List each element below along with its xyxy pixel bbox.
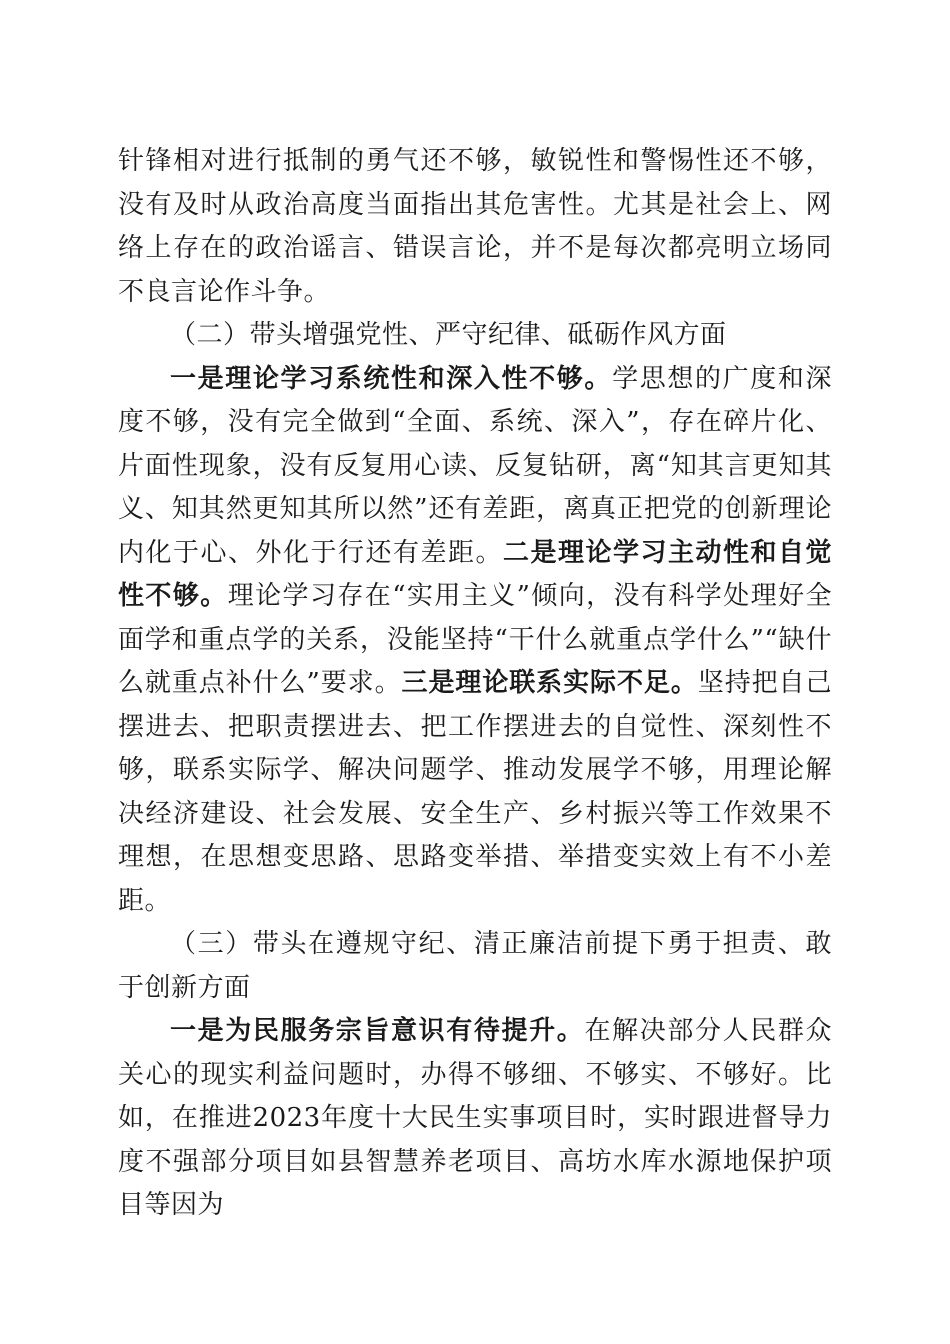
lead-sentence: 二是理论学习主动性和自觉性不够。 [118,537,832,611]
text-segment: 针锋相对进行抵制的勇气还不够，敏锐性和警惕性还不够，没有及时从政治高度当面指出其危害性。尤其是社会上、网络上存在的政治谣言、错误言论，并不是每次都亮明立场同不良言论作斗争。 [118,146,832,307]
heading-text: （三）带头在遵规守纪、清正廉洁前提下勇于担责、敢于创新方面 [118,929,832,1003]
document-body [118,140,832,1228]
paragraph-theory-study [118,358,832,924]
section-heading-3 [118,923,832,1010]
paragraph-service-awareness [118,1010,832,1228]
text-segment: 理论学习存在“实用主义”倾向，没有科学处理好全面学和重点学的关系，没能坚持“干什么就重点学什么”“缺什么就重点补什么”要求。 [118,581,832,698]
text-segment: 坚持把自己摆进去、把职责摆进去、把工作摆进去的自觉性、深刻性不够，联系实际学、解决问题学、推动发展学不够，用理论解决经济建设、社会发展、安全生产、乡村振兴等工作效果不理想，在思想变思路、思路变举措、举措变实效上有不小差距。 [118,668,832,916]
lead-sentence: 一是为民服务宗旨意识有待提升。 [170,1016,585,1046]
heading-text: （二）带头增强党性、严守纪律、砥砺作风方面 [170,320,727,350]
text-segment: 在解决部分人民群众关心的现实利益问题时，办得不够细、不够实、不够好。比如，在推进2023年度十大民生实事项目时，实时跟进督导力度不强部分项目如县智慧养老项目、高坊水库水源地保护项目等因为 [118,1016,832,1220]
text-segment: 学思想的广度和深度不够，没有完全做到“全面、系统、深入”，存在碎片化、片面性现象，没有反复用心读、反复钻研，离“知其言更知其义、知其然更知其所以然”还有差距，离真正把党的创新理论内化于心、外化于行还有差距。 [118,363,832,568]
paragraph-continuation [118,140,832,314]
lead-sentence: 三是理论联系实际不足。 [401,668,698,698]
lead-sentence: 一是理论学习系统性和深入性不够。 [170,363,613,394]
section-heading-2 [118,314,832,358]
